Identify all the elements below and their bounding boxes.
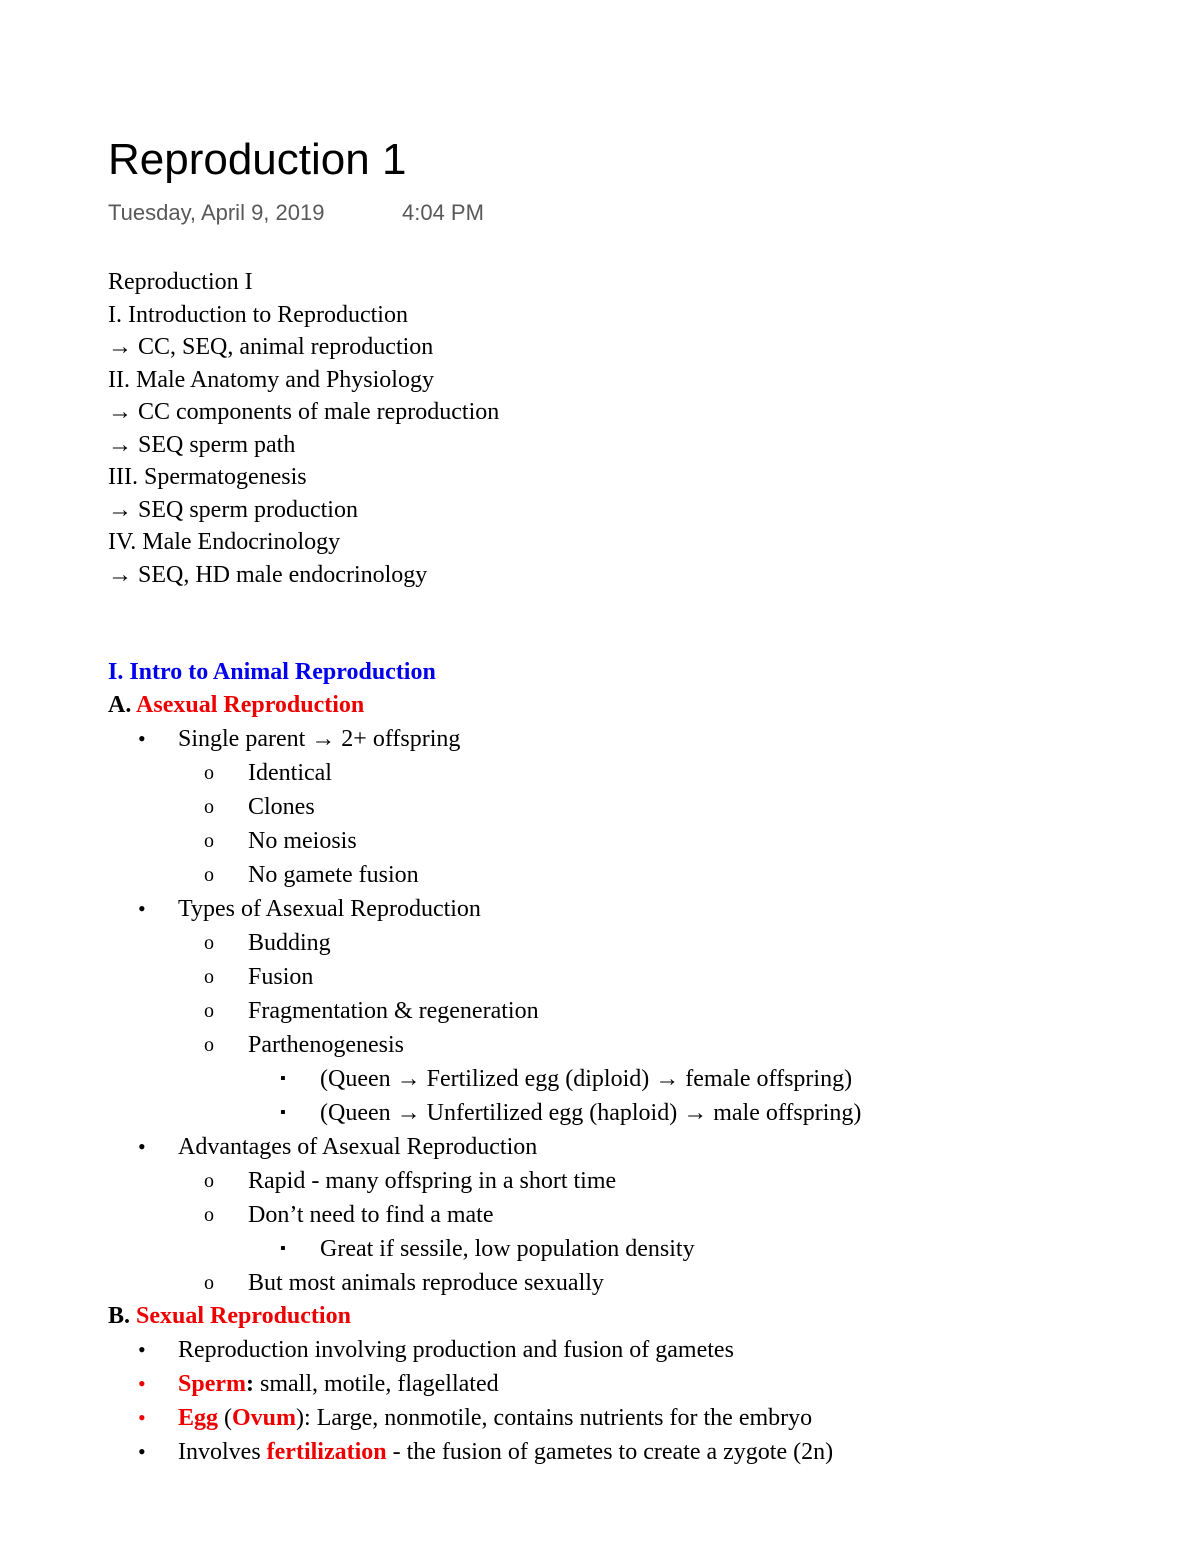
circle-marker: o [204,932,214,954]
list-item-text: Clones [248,794,315,820]
list-item [108,960,1168,994]
bullet-marker: • [138,1439,146,1464]
square-marker: ▪ [280,1240,286,1257]
list-item-text: Identical [248,760,332,786]
outline-line: II. Male Anatomy and Physiology [108,366,434,393]
circle-marker: o [204,966,214,988]
outline-line: → CC, SEQ, animal reproduction [108,334,434,360]
circle-marker: o [204,864,214,886]
outline-line: Reproduction I [108,269,253,295]
list-item [108,1028,1168,1062]
outline-line: → SEQ, HD male endocrinology [108,561,428,588]
circle-marker: o [204,1272,214,1294]
list-item [108,1164,1168,1198]
list-item [108,1198,1168,1232]
bullet-marker: • [138,726,146,751]
list-item-text: - the fusion of gametes to create a zygote (2n) [386,1439,834,1465]
sperm-colon: : [246,1371,254,1397]
list-item-text: Reproduction involving production and fusion of gametes [178,1337,734,1363]
list-item-text: Rapid - many offspring in a short time [248,1168,617,1194]
subsection-b-prefix: B. [108,1303,137,1329]
list-item-text: No meiosis [248,828,357,854]
list-item-text: Fragmentation & regeneration [248,998,539,1024]
list-item-text: Great if sessile, low population density [320,1236,695,1262]
list-item [108,1232,1168,1266]
list-item [108,1435,1168,1469]
list-item-text: Fusion [248,964,314,990]
outline-line: → SEQ sperm path [108,431,296,458]
circle-marker: o [204,1204,214,1226]
list-item-text: Parthenogenesis [248,1032,404,1058]
list-item [108,1062,1168,1096]
list-item [108,926,1168,960]
subsection-a-label: Asexual Reproduction [136,692,365,718]
list-item-text: Budding [248,930,331,956]
circle-marker: o [204,796,214,818]
fertilization-term: fertilization [266,1439,387,1465]
subsection-a-heading [108,689,1168,722]
egg-desc: ): Large, nonmotile, contains nutrients for the embryo [296,1405,813,1431]
page-title: Reproduction 1 [108,135,407,184]
list-item [108,824,1168,858]
bullet-marker: • [138,1337,146,1362]
list-item-text: Single parent → 2+ offspring [178,726,461,752]
list-item-text: Advantages of Asexual Reproduction [178,1134,538,1160]
page-date: Tuesday, April 9, 2019 [108,200,325,225]
list-item-text: (Queen → Fertilized egg (diploid) → female offspring) [320,1066,853,1092]
list-item-text: But most animals reproduce sexually [248,1270,604,1296]
bullet-marker: • [138,1371,146,1396]
bullet-marker: • [138,1405,146,1430]
subsection-a-prefix: A. [108,692,137,718]
list-item [108,722,1168,756]
bullet-marker: • [138,896,146,921]
square-marker: ▪ [280,1104,286,1121]
outline-line: I. Introduction to Reproduction [108,301,408,328]
list-item-text: Involves [178,1439,267,1465]
list-item-text: Don’t need to find a mate [248,1202,494,1228]
list-item [108,858,1168,892]
list-item [108,994,1168,1028]
circle-marker: o [204,1170,214,1192]
egg-open: ( [218,1405,233,1431]
list-item [108,1130,1168,1164]
circle-marker: o [204,830,214,852]
outline-line: → SEQ sperm production [108,496,358,523]
list-item [108,756,1168,790]
page-time: 4:04 PM [402,200,484,225]
ovum-term: Ovum [232,1405,297,1431]
page-meta [108,198,484,228]
outline-line: IV. Male Endocrinology [108,529,341,555]
outline-line: III. Spermatogenesis [108,464,307,490]
list-item-text: (Queen → Unfertilized egg (haploid) → male offspring) [320,1100,862,1126]
spacer [108,591,1168,656]
square-marker: ▪ [280,1070,286,1087]
section-heading: I. Intro to Animal Reproduction [108,659,436,685]
list-item [108,1096,1168,1130]
sperm-term: Sperm [178,1371,246,1397]
list-item [108,1367,1168,1401]
list-item [108,1401,1168,1435]
list-item-text: Types of Asexual Reproduction [178,896,481,922]
list-item [108,892,1168,926]
sperm-desc: small, motile, flagellated [254,1371,499,1397]
circle-marker: o [204,1034,214,1056]
egg-term: Egg [178,1405,219,1431]
circle-marker: o [204,762,214,784]
bullet-marker: • [138,1134,146,1159]
list-item-text: No gamete fusion [248,862,419,888]
outline [108,266,1168,591]
circle-marker: o [204,1000,214,1022]
outline-line: → CC components of male reproduction [108,399,500,425]
subsection-b-heading [108,1300,1168,1333]
note-body [108,266,1168,1469]
subsection-b-label: Sexual Reproduction [136,1303,351,1329]
list-item [108,1333,1168,1367]
list-item [108,1266,1168,1300]
list-item [108,790,1168,824]
